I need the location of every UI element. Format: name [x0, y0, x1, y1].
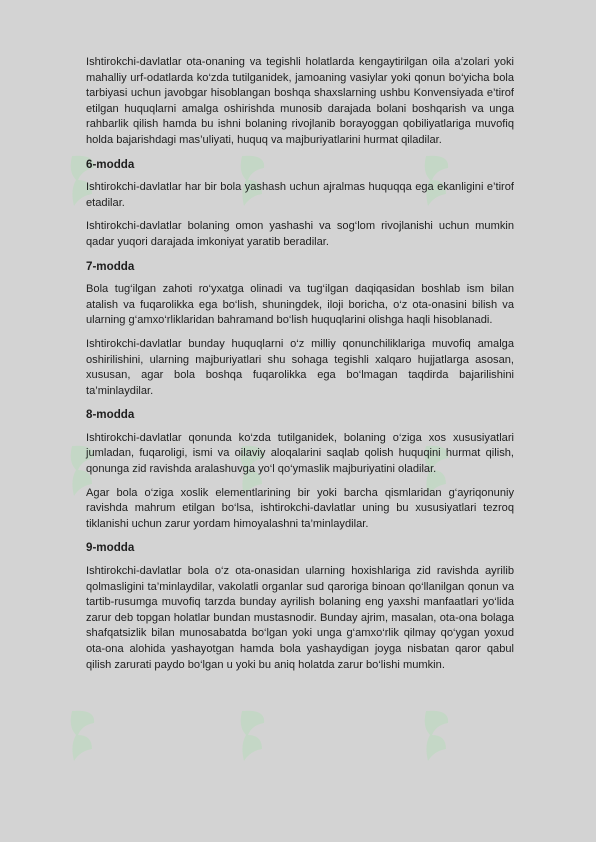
paragraph: Bola tug‘ilgan zahoti ro‘yxatga olinadi va tug‘ilgan daqiqasidan boshlab ism bilan atalish va fuqarolikka ega bo‘lish, shuningdek, iloji boricha, o‘z ota-onasini bilish va ularning g‘amxo‘rliklaridan bahramand bo‘lish huquqlarini olishga haqli hisoblanadi. — [86, 283, 514, 327]
document-body — [86, 55, 514, 681]
paragraph: Ishtirokchi-davlatlar bola o‘z ota-onasidan ularning hoxishlariga zid ravishda ayrilib qolmasligini ta’minlaydilar, vakolatli organlar sud qaroriga binoan qo‘llanilgan qonun va tartib-rusumga muvofiq tarzda bunday ayrilish bolaning eng yaxshi manfaatlari yo‘lida zarur deb topgan holatlar bundan mustasnodir. Bunday ajrim, masalan, ota-ona bolaga shafqatsizlik bilan munosabatda bo‘lgan yoki unga g‘amxo‘rlik qilmay qo‘ygan yoxud ota-ona alohida yashayotgan hamda bola yashaydigan joyga nisbatan qaror qabul qilish zarurati paydo bo‘lgan u yoki bu aniq holatda zarur bo‘lishi mumkin. — [86, 565, 514, 671]
paragraph: Ishtirokchi-davlatlar qonunda ko‘zda tutilganidek, bolaning o‘ziga xos xususiyatlari jumladan, fuqaroligi, ismi va oilaviy aloqalarini saqlab qolish huquqini hurmat qilish, qonunga zid ravishda aralashuvga yo‘l qo‘ymaslik majburiyatini oladilar. — [86, 431, 514, 476]
paragraph: Ishtirokchi-davlatlar ota-onaning va tegishli holatlarda kengaytirilgan oila a’zolari yoki mahalliy urf-odatlarda ko‘zda tutilganidek, jamoaning vasiylar yoki qonun bo‘yicha bola tarbiyasi uchun javobgar hisoblangan boshqa shaxslarning ushbu Konvensiyada e’tirof etilgan huquqlarni amalga oshirishda munosib darajada bolani boshqarish va unga rahbarlik qilish hamda bu ishni bolaning rivojlanib borayoggan qobiliyatlariga muvofiq holda bajarishdagi mas’uliyati, huquq va majburiyatlarini hurmat qiladilar. — [86, 56, 514, 146]
paragraph: Ishtirokchi-davlatlar har bir bola yashash uchun ajralmas huquqqa ega ekanligini e’tirof etadilar. — [86, 181, 514, 209]
watermark-logo-icon — [236, 705, 270, 765]
watermark-logo-icon — [66, 705, 100, 765]
watermark-logo-icon — [420, 705, 454, 765]
paragraph: Agar bola o‘ziga xoslik elementlarining bir yoki barcha qismlaridan g‘ayriqonuniy ravishda mahrum etilgan bo‘lsa, ishtirokchi-davlatlar uning bu xususiyatlari tezroq tiklanishi uchun zarur yordam himoyalashni ta’minlaydilar. — [86, 486, 514, 530]
paragraph: Ishtirokchi-davlatlar bolaning omon yashashi va sog‘lom rivojlanishi uchun mumkin qadar yuqori darajada imkoniyat yaratib beradilar. — [86, 220, 514, 248]
article-heading: 9-modda — [86, 541, 135, 555]
article-heading: 6-modda — [86, 157, 135, 171]
article-heading: 8-modda — [86, 408, 135, 422]
article-heading: 7-modda — [86, 259, 135, 273]
paragraph: Ishtirokchi-davlatlar bunday huquqlarni o‘z milliy qonunchiliklariga muvofiq amalga oshirilishini, ularning majburiyatlari shu sohaga tegishli xalqaro hujjatlarga asosan, xususan, agar bola boshqa fuqarolikka ega bo‘lmagan taqdirda bajarilishini ta’minlaydilar. — [86, 337, 514, 397]
